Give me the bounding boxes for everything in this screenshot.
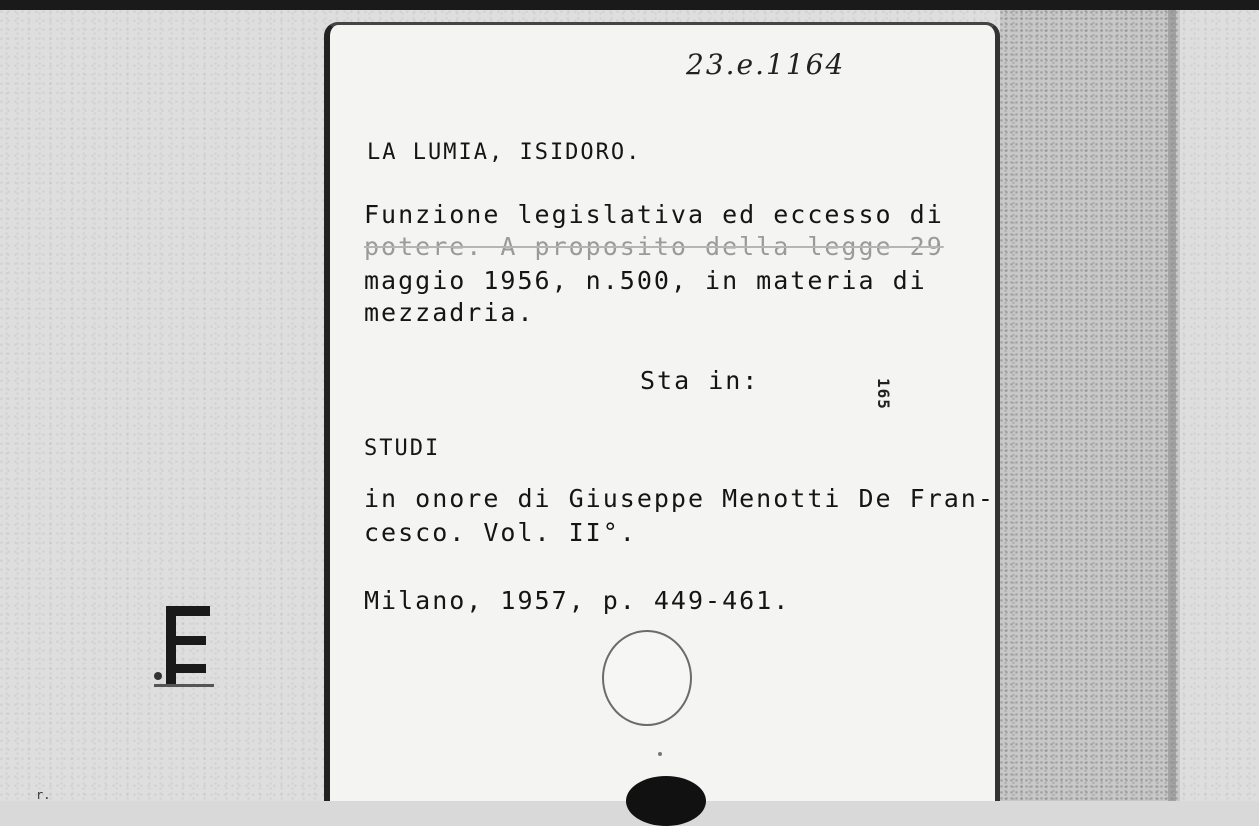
scan-top-border [0, 0, 1259, 10]
card-dot [658, 752, 662, 756]
scan-corner-mark: r. [36, 788, 51, 802]
author-heading: LA LUMIA, ISIDORO. [367, 140, 642, 165]
title-line-4: mezzadria. [364, 298, 535, 327]
adjacent-card-shadow [1168, 10, 1176, 801]
collection-line-2: cesco. Vol. II°. [364, 518, 637, 547]
sta-in-label: Sta in: [640, 366, 760, 395]
shelf-mark: 23.e.1164 [686, 48, 846, 81]
side-number: 165 [874, 378, 893, 410]
adjacent-card-edge [1000, 10, 1180, 801]
title-line-1: Funzione legislativa ed eccesso di [364, 200, 944, 229]
card-punch-hole [602, 630, 692, 726]
collection-title: STUDI [364, 436, 441, 461]
title-line-2: potere. A proposito della legge 29 [364, 232, 944, 261]
title-line-3: maggio 1956, n.500, in materia di [364, 266, 927, 295]
imprint-line: Milano, 1957, p. 449-461. [364, 586, 791, 615]
stamp-f-logo [154, 606, 214, 690]
card-bottom-tab [626, 776, 706, 826]
collection-line-1: in onore di Giuseppe Menotti De Fran- [364, 484, 995, 513]
